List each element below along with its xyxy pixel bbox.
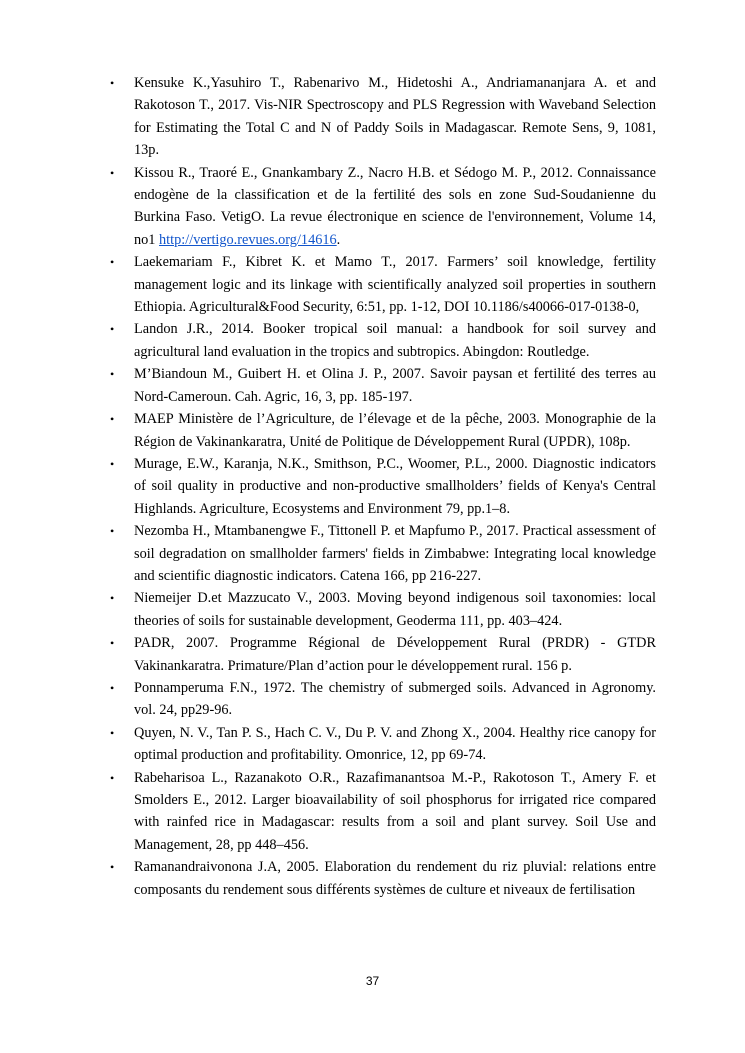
reference-text: Kissou R., Traoré E., Gnankambary Z., Nacro H.B. et Sédogo M. P., 2012. Connaissance endogène de la classification et de la fertilité des sols en zone Sud-Soudanienne du Burkina Faso. VetigO. La revue électronique en science de l'environnement, Volume 14, no1 [134,164,656,248]
reference-text: Murage, E.W., Karanja, N.K., Smithson, P.C., Woomer, P.L., 2000. Diagnostic indicators of soil quality in productive and non-productive smallholders’ fields of Kenya's Central Highlands. Agriculture, Ecosystems and Environment 79, pp.1–8. [134,455,656,517]
page-number: 37 [365,974,380,988]
reference-item [108,162,656,252]
reference-text: Nezomba H., Mtambanengwe F., Tittonell P. et Mapfumo P., 2017. Practical assessment of soil degradation on smallholder farmers' fields in Zimbabwe: Integrating local knowledge and scientific diagnostic indicators. Catena 166, pp 216-227. [134,523,656,584]
reference-text: Rabeharisoa L., Razanakoto O.R., Razafimanantsoa M.-P., Rakotoson T., Amery F. et Smolders E., 2012. Larger bioavailability of soil phosphorus for irrigated rice compared with rainfed rice in Madagascar: results from a soil and plant survey. Soil Use and Management, 28, pp 448–456. [134,769,656,853]
reference-item [108,408,656,453]
bullet-icon: • [110,367,115,382]
reference-text: Landon J.R., 2014. Booker tropical soil manual: a handbook for soil survey and agricultural land evaluation in the tropics and subtropics. Abingdon: Routledge. [134,321,656,360]
reference-item [108,587,656,632]
bullet-icon: • [110,725,115,740]
reference-item [108,767,656,857]
bullet-icon: • [110,255,115,270]
reference-text: M’Biandoun M., Guibert H. et Olina J. P., 2007. Savoir paysan et fertilité des terres au Nord-Cameroun. Cah. Agric, 16, 3, pp. 185-197. [134,366,656,405]
reference-trailing-text: . [336,231,341,248]
bullet-icon: • [110,165,115,180]
reference-text: MAEP Ministère de l’Agriculture, de l’élevage et de la pêche, 2003. Monographie de la Région de Vakinankaratra, Unité de Politique de Développement Rural (UPDR), 108p. [134,411,656,450]
bullet-icon: • [110,770,115,785]
reference-item [108,72,656,162]
bullet-icon: • [110,680,115,695]
reference-text: Laekemariam F., Kibret K. et Mamo T., 2017. Farmers’ soil knowledge, fertility management logic and its linkage with scientifically analyzed soil properties in southern Ethiopia. Agricultural&Food Security, 6:51, pp. 1-12, DOI 10.1186/s40066-017-0138-0, [134,254,656,316]
reference-item [108,722,656,767]
reference-item [108,520,656,587]
bullet-icon: • [110,76,115,90]
reference-item [108,632,656,677]
reference-text: Kensuke K.,Yasuhiro T., Rabenarivo M., Hidetoshi A., Andriamananjara A. et and Rakotoson T., 2017. Vis-NIR Spectroscopy and PLS Regression with Waveband Selection for Estimating the Total C and N of Paddy Soils in Madagascar. Remote Sens, 9, 1081, 13p. [134,75,656,159]
reference-text: Niemeijer D.et Mazzucato V., 2003. Moving beyond indigenous soil taxonomies: local theories of soils for sustainable development, Geoderma 111, pp. 403–424. [134,590,656,629]
reference-text: PADR, 2007. Programme Régional de Développement Rural (PRDR) - GTDR Vakinankaratra. Primature/Plan d’action pour le développement rural. 156 p. [134,635,656,674]
reference-item [108,318,656,363]
bullet-icon: • [110,456,115,471]
reference-item [108,251,656,318]
reference-item [108,677,656,722]
bullet-icon: • [110,412,115,427]
bullet-icon: • [110,860,115,875]
reference-item [108,856,656,901]
reference-list [108,72,656,901]
bullet-icon: • [110,524,115,539]
reference-text: Ponnamperuma F.N., 1972. The chemistry of submerged soils. Advanced in Agronomy. vol. 24, pp29-96. [134,679,656,719]
reference-item [108,363,656,408]
bullet-icon: • [110,322,115,337]
reference-text: Ramanandraivonona J.A, 2005. Elaboration du rendement du riz pluvial: relations entre composants du rendement sous différents systèmes de culture et niveaux de fertilisation [134,859,656,898]
reference-item [108,453,656,520]
reference-link[interactable]: http://vertigo.revues.org/14616 [159,231,337,248]
reference-text: Quyen, N. V., Tan P. S., Hach C. V., Du P. V. and Zhong X., 2004. Healthy rice canopy for optimal production and profitability. Omonrice, 12, pp 69-74. [134,724,656,764]
bullet-icon: • [110,591,115,606]
bullet-icon: • [110,636,115,651]
